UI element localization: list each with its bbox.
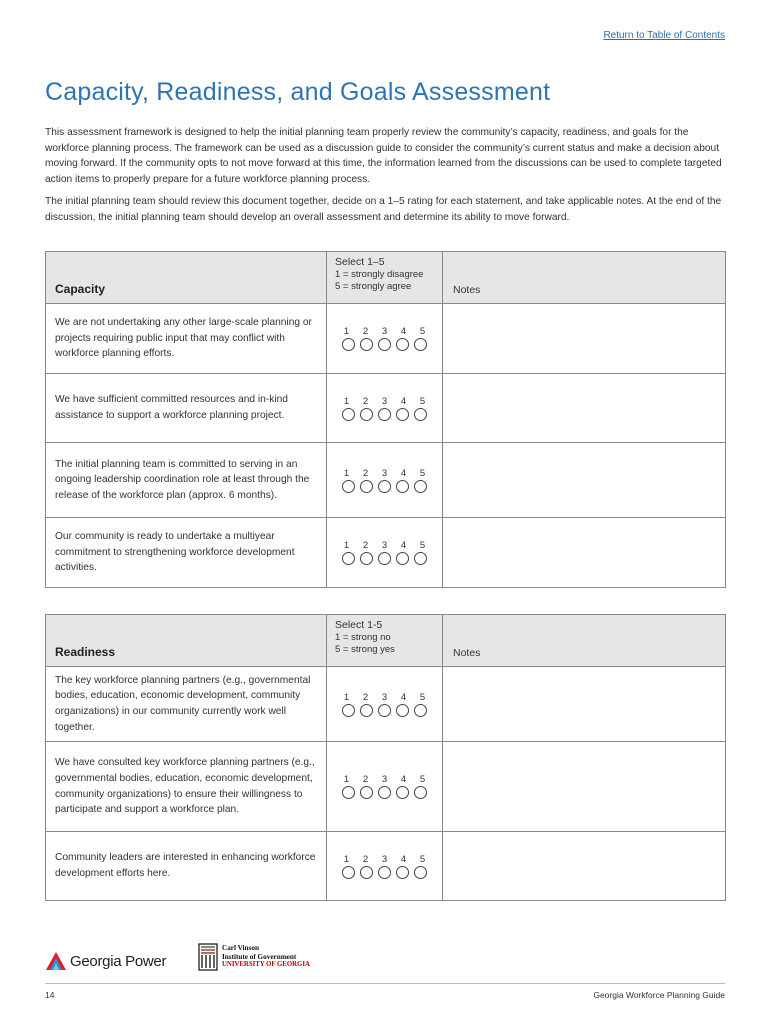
rating-number: 5 — [419, 326, 426, 337]
rating-radio-5[interactable] — [414, 552, 427, 565]
rating-radio-3[interactable] — [378, 866, 391, 879]
rating-number: 1 — [343, 395, 350, 407]
rating-cell — [327, 742, 443, 832]
arch-icon — [198, 943, 218, 971]
readiness-table — [45, 614, 726, 901]
scale-high-label: 5 = strongly agree — [335, 281, 412, 292]
rating-number: 3 — [381, 326, 388, 337]
rating-radio-3[interactable] — [378, 704, 391, 717]
rating-radio-3[interactable] — [378, 338, 391, 351]
cv-line2: Institute of Government — [222, 952, 297, 961]
rating-scale-numbers — [327, 854, 442, 865]
rating-number: 3 — [381, 467, 388, 479]
select-title: Select 1-5 — [335, 619, 383, 631]
rating-radio-3[interactable] — [378, 408, 391, 421]
rating-number: 5 — [419, 467, 426, 479]
cv-line3: UNIVERSITY OF GEORGIA — [222, 961, 310, 969]
rating-scale-numbers — [327, 468, 442, 479]
rating-scale-numbers — [327, 692, 442, 703]
rating-radio-2[interactable] — [360, 408, 373, 421]
rating-number: 1 — [343, 540, 350, 551]
notes-field[interactable] — [443, 443, 726, 518]
rating-number: 1 — [343, 853, 350, 865]
rating-radio-1[interactable] — [342, 338, 355, 351]
capacity-section-heading: Capacity — [46, 252, 327, 304]
rating-radio-4[interactable] — [396, 786, 409, 799]
rating-cell — [327, 374, 443, 443]
select-title: Select 1–5 — [335, 256, 385, 268]
rating-radio-4[interactable] — [396, 704, 409, 717]
footer-logos — [45, 943, 345, 977]
capacity-notes-heading: Notes — [443, 252, 726, 304]
readiness-scale-legend — [327, 615, 443, 667]
rating-options — [327, 480, 442, 493]
rating-number: 3 — [381, 691, 388, 703]
notes-field[interactable] — [443, 374, 726, 443]
intro-paragraph: The initial planning team should review this document together, decide on a 1–5 rating for each statement, and take applicable notes. At the end of the discussion, the initial planning team should develop an overall assessment and determine its ability to move forward. — [45, 196, 722, 223]
georgia-power-wordmark: Georgia Power — [70, 952, 167, 970]
scale-high-label: 5 = strong yes — [335, 644, 395, 655]
return-to-toc-link[interactable]: Return to Table of Contents — [603, 30, 725, 41]
rating-scale-numbers — [327, 396, 442, 407]
rating-radio-2[interactable] — [360, 704, 373, 717]
capacity-table — [45, 251, 726, 588]
rating-radio-4[interactable] — [396, 866, 409, 879]
capacity-header-row — [46, 252, 726, 304]
scale-low-label: 1 = strong no — [335, 631, 391, 643]
rating-number: 4 — [400, 467, 407, 479]
rating-number: 1 — [343, 326, 350, 337]
rating-radio-4[interactable] — [396, 552, 409, 565]
rating-options — [327, 408, 442, 421]
carl-vinson-logo — [198, 943, 310, 971]
statement-text: The initial planning team is committed to serving in an ongoing leadership coordination role at least through the release of the workforce plan (approx. 6 months). — [46, 443, 327, 518]
rating-cell — [327, 304, 443, 374]
rating-scale-numbers — [327, 540, 442, 551]
rating-radio-4[interactable] — [396, 408, 409, 421]
readiness-header-row — [46, 615, 726, 667]
rating-radio-4[interactable] — [396, 338, 409, 351]
rating-number: 4 — [400, 326, 407, 337]
rating-number: 2 — [362, 395, 369, 407]
rating-options — [327, 866, 442, 879]
rating-radio-2[interactable] — [360, 786, 373, 799]
rating-number: 2 — [362, 691, 369, 703]
rating-number: 2 — [362, 467, 369, 479]
statement-text: We are not undertaking any other large-scale planning or projects requiring public input that may conflict with workforce planning efforts. — [46, 304, 327, 374]
rating-number: 3 — [381, 540, 388, 551]
table-row — [46, 832, 726, 901]
carl-vinson-wordmark — [222, 944, 310, 970]
rating-number: 5 — [419, 774, 426, 785]
rating-options — [327, 704, 442, 717]
statement-text: We have sufficient committed resources and in-kind assistance to support a workforce planning project. — [46, 374, 327, 443]
rating-scale-numbers — [327, 774, 442, 785]
rating-options — [327, 552, 442, 565]
rating-number: 5 — [419, 540, 426, 551]
scale-low-label: 1 = strongly disagree — [335, 268, 424, 280]
rating-radio-1[interactable] — [342, 552, 355, 565]
rating-radio-5[interactable] — [414, 338, 427, 351]
notes-field[interactable] — [443, 518, 726, 588]
table-row — [46, 304, 726, 374]
statement-text: The key workforce planning partners (e.g., governmental bodies, education, economic development, community organizations) in our community currently work well together. — [46, 667, 327, 742]
table-row — [46, 374, 726, 443]
rating-options — [327, 786, 442, 799]
capacity-scale-legend — [327, 252, 443, 304]
rating-number: 4 — [400, 395, 407, 407]
rating-number: 1 — [343, 467, 350, 479]
page-title: Capacity, Readiness, and Goals Assessment — [45, 78, 551, 106]
georgia-power-logo — [45, 951, 166, 971]
rating-cell — [327, 832, 443, 901]
rating-number: 5 — [419, 691, 426, 703]
rating-number: 2 — [362, 540, 369, 551]
georgia-power-triangle-icon — [45, 951, 67, 971]
rating-options — [327, 338, 442, 351]
intro-text — [45, 125, 730, 233]
rating-cell — [327, 667, 443, 742]
rating-cell — [327, 518, 443, 588]
intro-paragraph: This assessment framework is designed to help the initial planning team properly review the community’s capacity, readiness, and goals for the workforce planning process. The framework can be used as a discussion guide to consider the community’s current status and make a decision about moving forward. If the community opts to not move forward at this time, the information learned from the discussions can be used to complete targeted action items to properly prepare for a future workforce planning process. — [45, 127, 722, 185]
rating-radio-2[interactable] — [360, 338, 373, 351]
rating-number: 1 — [343, 691, 350, 703]
statement-text: We have consulted key workforce planning partners (e.g., governmental bodies, education, economic development, community organizations) to ensure their willingness to participate and support a workforce plan. — [46, 742, 327, 832]
rating-radio-5[interactable] — [414, 786, 427, 799]
rating-radio-5[interactable] — [414, 480, 427, 493]
rating-number: 5 — [419, 395, 426, 407]
rating-number: 2 — [362, 853, 369, 865]
rating-radio-5[interactable] — [414, 866, 427, 879]
table-row — [46, 443, 726, 518]
rating-radio-1[interactable] — [342, 408, 355, 421]
rating-number: 2 — [362, 774, 369, 785]
rating-radio-2[interactable] — [360, 480, 373, 493]
rating-radio-1[interactable] — [342, 866, 355, 879]
rating-radio-5[interactable] — [414, 704, 427, 717]
footer-divider — [45, 983, 725, 984]
rating-radio-3[interactable] — [378, 786, 391, 799]
rating-number: 1 — [343, 774, 350, 785]
rating-number: 3 — [381, 395, 388, 407]
notes-field[interactable] — [443, 832, 726, 901]
rating-cell — [327, 443, 443, 518]
rating-number: 2 — [362, 326, 369, 337]
readiness-notes-heading: Notes — [443, 615, 726, 667]
rating-radio-1[interactable] — [342, 704, 355, 717]
rating-radio-3[interactable] — [378, 552, 391, 565]
table-row — [46, 667, 726, 742]
rating-radio-2[interactable] — [360, 866, 373, 879]
rating-number: 4 — [400, 540, 407, 551]
statement-text: Our community is ready to undertake a multiyear commitment to strengthening workforce development activities. — [46, 518, 327, 588]
rating-number: 3 — [381, 853, 388, 865]
rating-radio-5[interactable] — [414, 408, 427, 421]
rating-number: 4 — [400, 691, 407, 703]
statement-text: Community leaders are interested in enhancing workforce development efforts here. — [46, 832, 327, 901]
readiness-section-heading: Readiness — [46, 615, 327, 667]
notes-field[interactable] — [443, 304, 726, 374]
rating-number: 4 — [400, 853, 407, 865]
page-number: 14 — [45, 990, 55, 1000]
rating-number: 3 — [381, 774, 388, 785]
rating-radio-1[interactable] — [342, 786, 355, 799]
rating-number: 4 — [400, 774, 407, 785]
rating-radio-1[interactable] — [342, 480, 355, 493]
rating-scale-numbers — [327, 326, 442, 337]
cv-line1: Carl Vinson — [222, 944, 259, 953]
notes-field[interactable] — [443, 742, 726, 832]
table-row — [46, 742, 726, 832]
rating-radio-2[interactable] — [360, 552, 373, 565]
rating-radio-4[interactable] — [396, 480, 409, 493]
rating-number: 5 — [419, 853, 426, 865]
rating-radio-3[interactable] — [378, 480, 391, 493]
notes-field[interactable] — [443, 667, 726, 742]
guide-title: Georgia Workforce Planning Guide — [593, 990, 725, 1000]
table-row — [46, 518, 726, 588]
